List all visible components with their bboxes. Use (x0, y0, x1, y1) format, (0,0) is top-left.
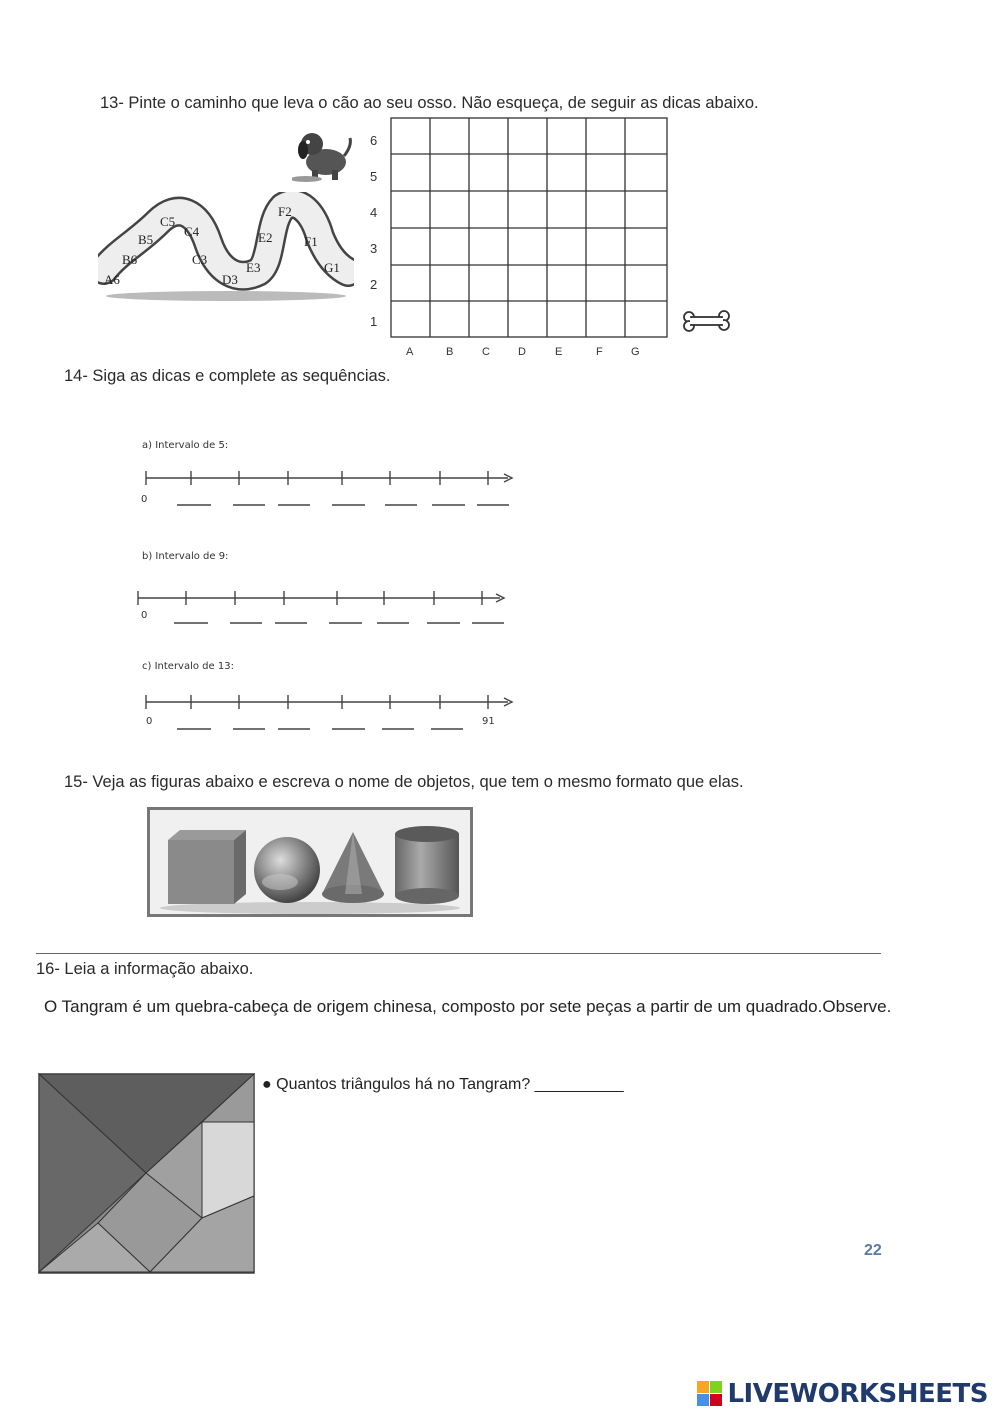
sequence-c-label: c) Intervalo de 13: (142, 661, 234, 672)
path-label: D3 (222, 272, 238, 287)
path-label: C3 (192, 252, 208, 267)
row-label: 5 (370, 169, 378, 184)
row-label: 1 (370, 314, 378, 329)
row-label: 6 (370, 133, 378, 148)
answer-blanks-b[interactable] (172, 618, 512, 628)
number-line-c (140, 692, 520, 712)
answer-blanks-a[interactable] (175, 500, 515, 510)
q16-title: 16- Leia a informação abaixo. (36, 960, 254, 978)
path-label: B6 (122, 252, 138, 267)
tangram-paragraph: O Tangram é um quebra-cabeça de origem chinesa, composto por sete peças a partir de um quadrado.Observe. (44, 997, 892, 1016)
sequence-c-start: 0 (146, 716, 153, 727)
q13-title: 13- Pinte o caminho que leva o cão ao seu osso. Não esqueça, de seguir as dicas abaixo. (100, 94, 759, 112)
col-label: B (446, 346, 454, 358)
coordinate-grid[interactable] (390, 117, 670, 339)
tangram-figure (38, 1073, 256, 1275)
col-label: D (518, 346, 526, 358)
path-label: A6 (104, 272, 120, 287)
q15-title: 15- Veja as figuras abaixo e escreva o nome de objetos, que tem o mesmo formato que elas. (64, 773, 744, 791)
dog-icon (292, 124, 354, 182)
tangram-question-text: Quantos triângulos há no Tangram? __________ (276, 1076, 624, 1093)
path-label: E3 (246, 260, 261, 275)
path-label: B5 (138, 232, 154, 247)
bone-icon (682, 308, 732, 334)
sequence-b-label: b) Intervalo de 9: (142, 551, 229, 562)
row-label: 2 (370, 277, 378, 292)
separator-line (36, 953, 881, 954)
path-label: E2 (258, 230, 273, 245)
sequence-a-label: a) Intervalo de 5: (142, 440, 229, 451)
page-number: 22 (864, 1242, 882, 1259)
cylinder-icon (395, 826, 459, 904)
q14-title: 14- Siga as dicas e complete as sequências. (64, 367, 391, 385)
col-label: A (406, 346, 414, 358)
winding-path (98, 192, 354, 302)
cone-icon (322, 832, 384, 903)
sphere-icon (254, 837, 320, 903)
number-line-a (140, 468, 520, 488)
row-label: 4 (370, 205, 378, 220)
sequence-b-start: 0 (141, 610, 148, 621)
geometric-solids (150, 810, 470, 914)
col-label: E (555, 346, 563, 358)
path-label: F2 (278, 204, 292, 219)
cube-icon (168, 830, 246, 904)
tangram-question (262, 1076, 624, 1094)
logo-icon (697, 1381, 723, 1407)
sequence-c-end: 91 (482, 716, 495, 727)
col-label: F (596, 346, 603, 358)
sequence-a-start: 0 (141, 494, 148, 505)
col-label: G (631, 346, 640, 358)
shapes-image-frame (147, 807, 473, 917)
path-label: C5 (160, 214, 176, 229)
path-label: F1 (304, 234, 318, 249)
bullet-icon: ● (262, 1076, 272, 1093)
col-label: C (482, 346, 490, 358)
row-label: 3 (370, 241, 378, 256)
brand-name: LIVEWORKSHEETS (727, 1379, 988, 1409)
answer-blanks-c[interactable] (175, 724, 475, 734)
liveworksheets-logo[interactable] (697, 1379, 988, 1409)
path-label: G1 (324, 260, 340, 275)
number-line-b (132, 588, 512, 608)
path-label: C4 (184, 224, 200, 239)
